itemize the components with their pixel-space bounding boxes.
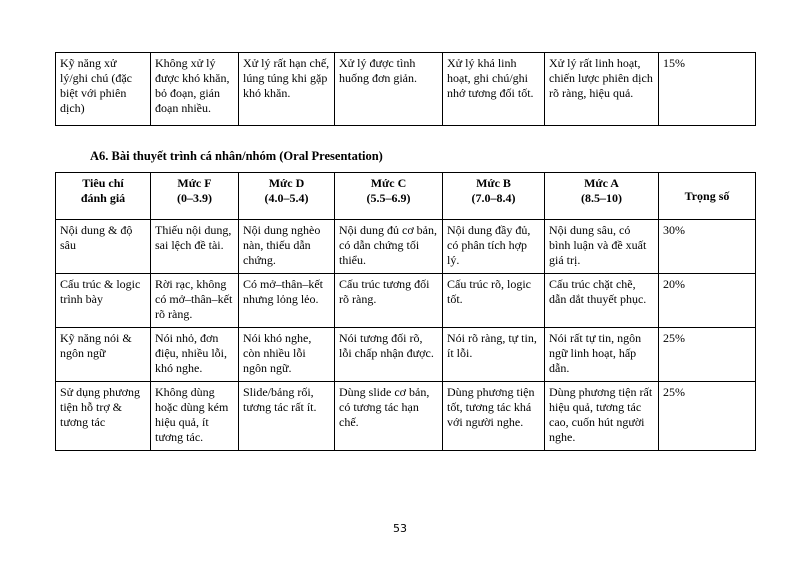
table-row [56, 382, 756, 451]
level-a-cell: Xử lý rất linh hoạt, chiến lược phiên dịch rõ ràng, hiệu quả. [545, 53, 659, 126]
level-a-cell: Nội dung sâu, có bình luận và đề xuất giá trị. [545, 220, 659, 274]
table-row [56, 328, 756, 382]
oral-presentation-rubric-table [55, 172, 756, 451]
weight-cell: 20% [659, 274, 756, 328]
weight-cell: 25% [659, 328, 756, 382]
level-f-cell: Rời rạc, không có mở–thân–kết rõ ràng. [151, 274, 239, 328]
level-a-header: Mức A (8.5–10) [545, 173, 659, 220]
table-row [56, 274, 756, 328]
weight-header: Trọng số [659, 173, 756, 220]
level-c-header: Mức C (5.5–6.9) [335, 173, 443, 220]
level-f-cell: Thiếu nội dung, sai lệch đề tài. [151, 220, 239, 274]
section-heading: A6. Bài thuyết trình cá nhân/nhóm (Oral Presentation) [90, 149, 383, 163]
level-b-header: Mức B (7.0–8.4) [443, 173, 545, 220]
level-f-cell: Không dùng hoặc dùng kém hiệu quả, ít tương tác. [151, 382, 239, 451]
weight-cell: 15% [659, 53, 756, 126]
table-row [56, 220, 756, 274]
criterion-cell: Nội dung & độ sâu [56, 220, 151, 274]
page-number: 53 [393, 522, 407, 535]
level-d-cell: Có mở–thân–kết nhưng lỏng lẻo. [239, 274, 335, 328]
level-f-header: Mức F (0–3.9) [151, 173, 239, 220]
criterion-cell: Kỹ năng nói & ngôn ngữ [56, 328, 151, 382]
table-row [56, 53, 756, 126]
level-f-cell: Không xử lý được khó khăn, bỏ đoạn, gián đoạn nhiều. [151, 53, 239, 126]
level-b-cell: Nói rõ ràng, tự tin, ít lỗi. [443, 328, 545, 382]
level-b-cell: Dùng phương tiện tốt, tương tác khá với người nghe. [443, 382, 545, 451]
weight-cell: 30% [659, 220, 756, 274]
level-d-cell: Nói khó nghe, còn nhiều lỗi ngôn ngữ. [239, 328, 335, 382]
level-c-cell: Cấu trúc tương đối rõ ràng. [335, 274, 443, 328]
level-a-cell: Nói rất tự tin, ngôn ngữ linh hoạt, hấp dẫn. [545, 328, 659, 382]
criterion-cell: Kỹ năng xử lý/ghi chú (đặc biệt với phiên dịch) [56, 53, 151, 126]
criterion-header: Tiêu chí đánh giá [56, 173, 151, 220]
criterion-cell: Cấu trúc & logic trình bày [56, 274, 151, 328]
level-f-cell: Nói nhỏ, đơn điệu, nhiều lỗi, khó nghe. [151, 328, 239, 382]
level-c-cell: Xử lý được tình huống đơn giản. [335, 53, 443, 126]
interpreting-skills-table [55, 52, 756, 126]
level-a-cell: Dùng phương tiện rất hiệu quả, tương tác cao, cuốn hút người nghe. [545, 382, 659, 451]
criterion-cell: Sử dụng phương tiện hỗ trợ & tương tác [56, 382, 151, 451]
level-b-cell: Xử lý khá linh hoạt, ghi chú/ghi nhớ tương đối tốt. [443, 53, 545, 126]
header-row [56, 173, 756, 220]
level-a-cell: Cấu trúc chặt chẽ, dẫn dắt thuyết phục. [545, 274, 659, 328]
level-c-cell: Nói tương đối rõ, lỗi chấp nhận được. [335, 328, 443, 382]
level-b-cell: Cấu trúc rõ, logic tốt. [443, 274, 545, 328]
level-d-header: Mức D (4.0–5.4) [239, 173, 335, 220]
level-c-cell: Dùng slide cơ bản, có tương tác hạn chế. [335, 382, 443, 451]
weight-cell: 25% [659, 382, 756, 451]
level-d-cell: Nội dung nghèo nàn, thiếu dẫn chứng. [239, 220, 335, 274]
level-b-cell: Nội dung đầy đủ, có phân tích hợp lý. [443, 220, 545, 274]
level-c-cell: Nội dung đủ cơ bản, có dẫn chứng tối thiểu. [335, 220, 443, 274]
level-d-cell: Slide/bảng rối, tương tác rất ít. [239, 382, 335, 451]
level-d-cell: Xử lý rất hạn chế, lúng túng khi gặp khó khăn. [239, 53, 335, 126]
